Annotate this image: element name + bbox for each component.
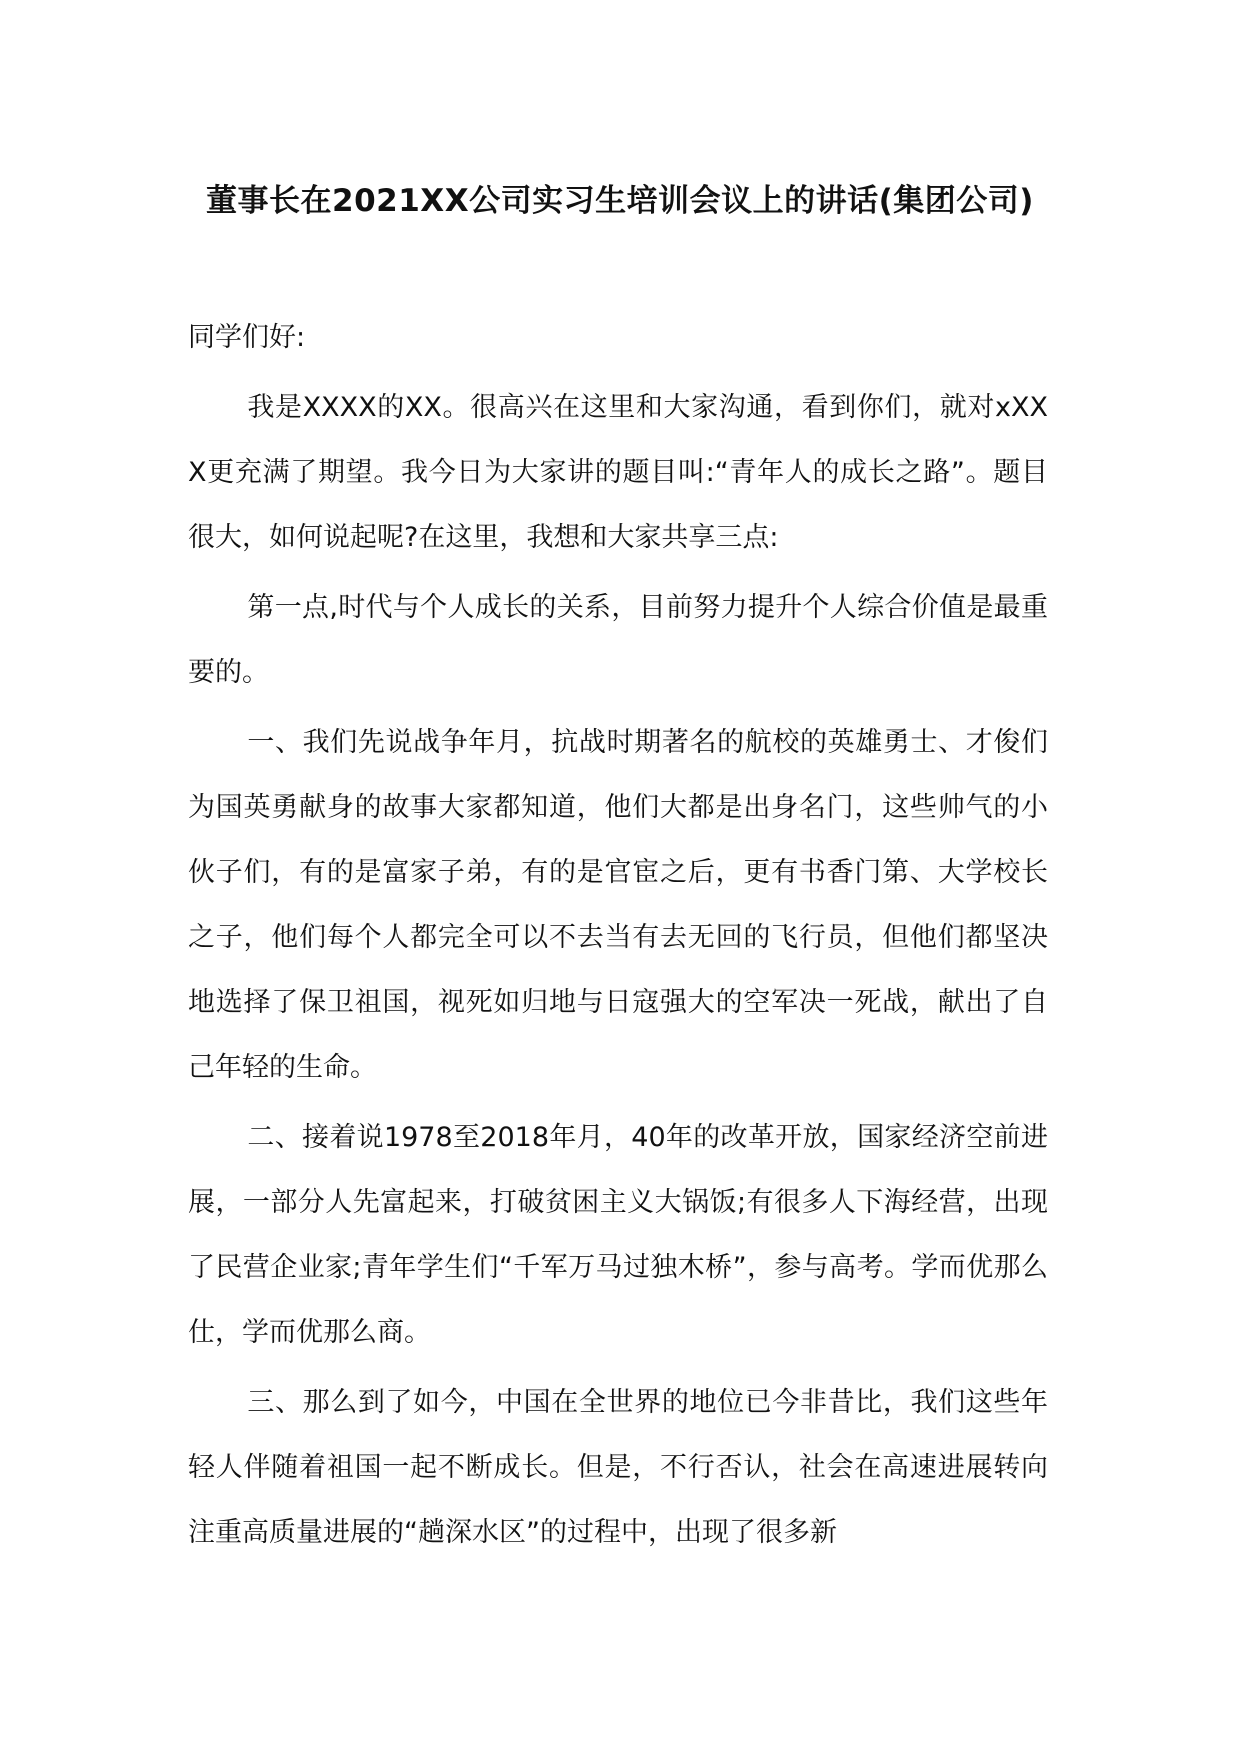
paragraph-section-two: 二、接着说1978至2018年月，40年的改革开放，国家经济空前进展，一部分人先富起来，打破贫困主义大锅饭;有很多人下海经营，出现了民营企业家;青年学生们“千军万马过独木桥”，参与高考。学而优那么仕，学而优那么商。 (188, 1122, 1048, 1348)
paragraph-point-one: 第一点,时代与个人成长的关系，目前努力提升个人综合价值是最重要的。 (188, 592, 1048, 688)
document-body (188, 305, 1048, 1565)
document-title: 董事长在2021XX公司实习生培训会议上的讲话(集团公司) (206, 183, 1034, 219)
salutation: 同学们好: (188, 322, 306, 353)
paragraph-intro: 我是XXXX的XX。很高兴在这里和大家沟通，看到你们，就对xXXX更充满了期望。我今日为大家讲的题目叫:“青年人的成长之路”。题目很大，如何说起呢?在这里，我想和大家共享三点: (188, 392, 1048, 553)
paragraph-section-three: 三、那么到了如今，中国在全世界的地位已今非昔比，我们这些年轻人伴随着祖国一起不断成长。但是，不行否认，社会在高速进展转向注重高质量进展的“趟深水区”的过程中，出现了很多新 (188, 1387, 1048, 1548)
paragraph-section-one: 一、我们先说战争年月，抗战时期著名的航校的英雄勇士、才俊们为国英勇献身的故事大家都知道，他们大都是出身名门，这些帅气的小伙子们，有的是富家子弟，有的是官宦之后，更有书香门第、大学校长之子，他们每个人都完全可以不去当有去无回的飞行员，但他们都坚决地选择了保卫祖国，视死如归地与日寇强大的空军决一死战，献出了自己年轻的生命。 (188, 727, 1048, 1083)
